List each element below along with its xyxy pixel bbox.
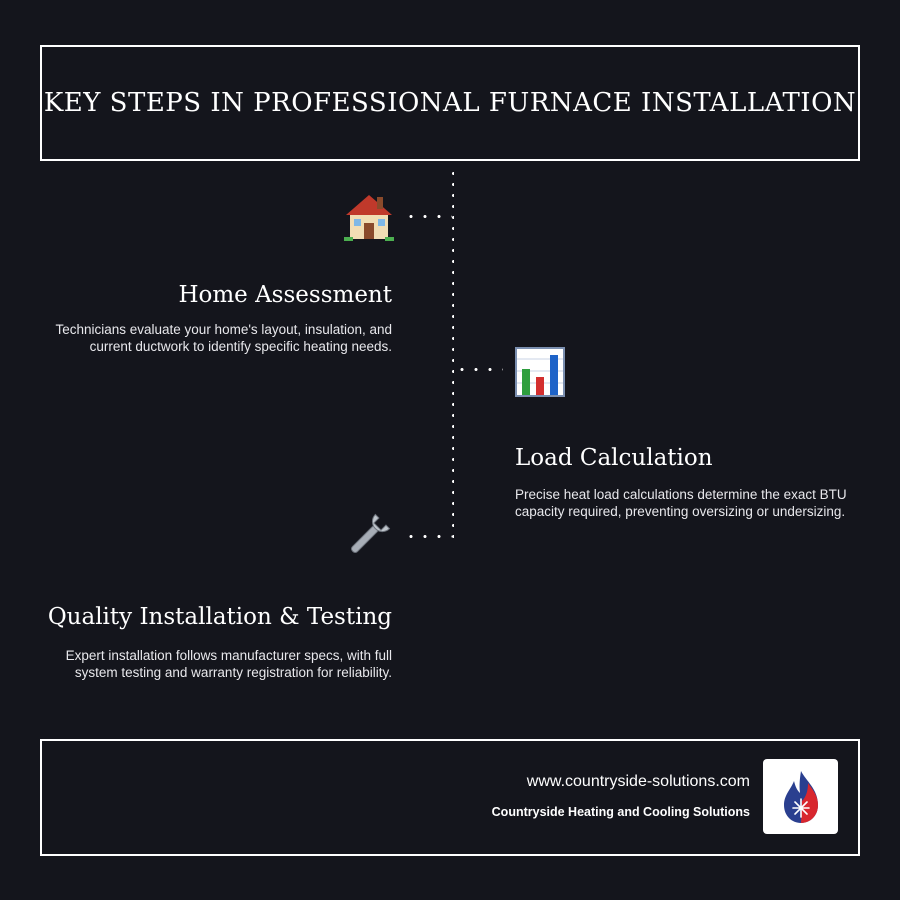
- step-title-load-calculation: Load Calculation: [515, 445, 713, 471]
- wrench-icon: [344, 510, 394, 560]
- company-logo: [763, 759, 838, 834]
- title-box: [40, 45, 860, 161]
- page-title: KEY STEPS IN PROFESSIONAL FURNACE INSTALLATION: [43, 88, 857, 118]
- bar-chart-icon: [515, 347, 565, 397]
- house-icon: [344, 191, 394, 241]
- footer-box: [40, 739, 860, 856]
- step-desc-quality-installation: Expert installation follows manufacturer specs, with full system testing and warranty registration for reliability.: [65, 648, 392, 680]
- flame-snowflake-icon: [778, 769, 824, 825]
- connector-load-calculation: [455, 368, 503, 371]
- connector-home-assessment: [404, 215, 452, 218]
- timeline-line: [452, 168, 454, 542]
- website-link[interactable]: www.countryside-solutions.com: [526, 773, 750, 790]
- step-title-quality-installation: Quality Installation & Testing: [47, 604, 392, 630]
- step-title-home-assessment: Home Assessment: [178, 282, 392, 308]
- step-desc-home-assessment: Technicians evaluate your home's layout, insulation, and current ductwork to identify specific heating needs.: [55, 322, 392, 354]
- company-name: Countryside Heating and Cooling Solutions: [491, 805, 750, 819]
- step-desc-load-calculation: Precise heat load calculations determine the exact BTU capacity required, preventing oversizing or undersizing.: [515, 487, 847, 519]
- connector-quality-installation: [404, 535, 452, 538]
